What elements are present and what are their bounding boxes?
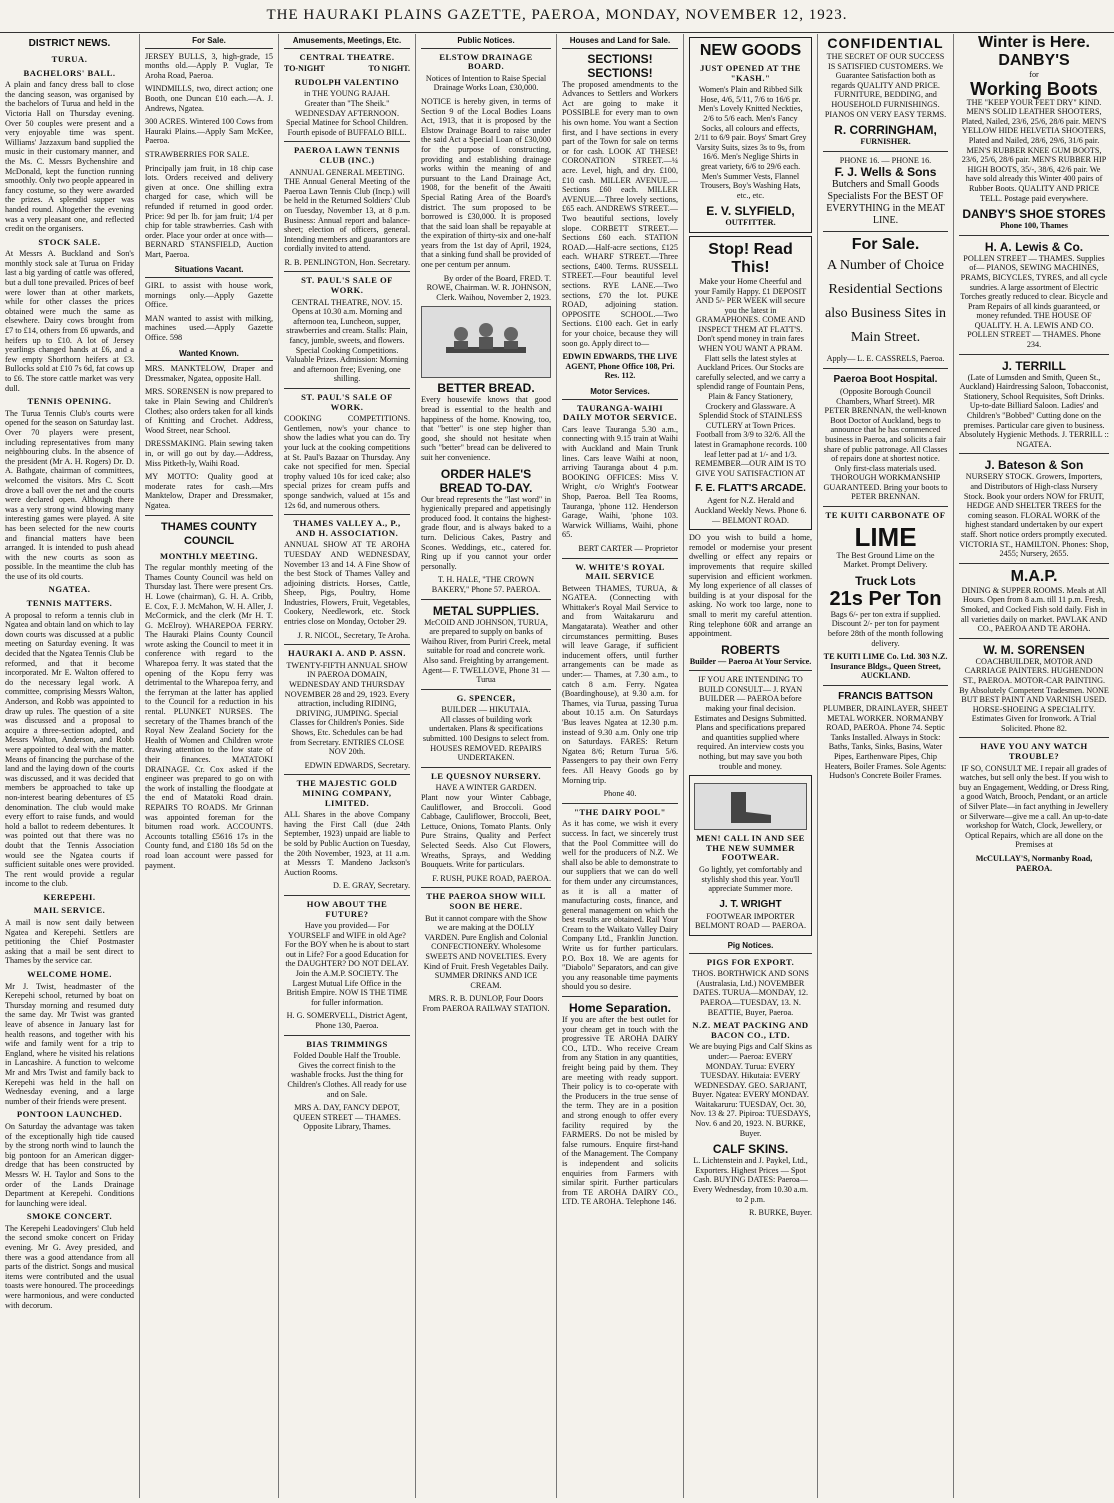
- dairy-text: As it has come, we wish it every success. In fact, we sincerely trust that the Pool Committee will do well for the producers of N.Z. We shall also be able to demonstrate to our suppliers that we can do well for them under any circumstances, as it is all a matter of manufacturing costs, finance, and general management on which the best results are obtained. Rail Your Cream to the Waikato Valley Dairy Company Ltd., Franklin Junction. Write us for further particulars. P.O. Box 18. We are agents for "Diabolo" Separators, and can give you any reasonable time payments should you so desire.: [562, 819, 678, 992]
- pigs-title: PIGS FOR EXPORT.: [706, 956, 795, 967]
- mail-text: Between THAMES, TURUA, & NGATEA. (Connecting with Whittaker's Royal Mail Service to and from Waitakaruru and Mangatarata). Weather and other circumstances permitting. Buses will leave Garage, if sufficient inducement offers, until further arrangements can be made as under:— Thames, at 7.30 a.m., to catch 8 a.m. Ferry. Ngatea (Boardinghouse), at 9.30 a.m. for Thames, via Turua, passing Turua about 10.15 a.m. On Saturdays 'Bus leaves Ngatea at 12.30 p.m. instead of 9.30 a.m. Only one trip on Saturdays. FARES: Return Ngatea 8/6; Return Turua 5/6. Passengers to pay their own Ferry fees. All Heavy Goods go by Morning trip.: [562, 583, 678, 785]
- article-subheading: PONTOON LAUNCHED.: [16, 1109, 123, 1120]
- metal-text: McCOID AND JOHNSON, TURUA, are prepared to supply on banks of Waihou River, from Puriri Creek, metal suitable for road and concrete work. Also sand. Freighting by arrangement. Agent— F. TWELLOVE, Phone 31 — Turua: [421, 617, 551, 685]
- watch-sign: McCULLAY'S, Normanby Road, PAEROA.: [975, 854, 1093, 873]
- hales-sign: T. H. HALE, "THE CROWN BAKERY," Phone 57. PAEROA.: [431, 575, 541, 594]
- district-heading: TURUA.: [51, 54, 88, 64]
- article-text: A mail is now sent daily between Ngatea and Kerepehi. Settlers are petitioning the Chief Postmaster asking that a mail be sent direct to Thames by the service car.: [5, 918, 134, 966]
- bateson-text: NURSERY STOCK. Growers, Importers, and Distributors of High-class Nursery Stock. Book your orders NOW for FRUIT, HEDGE AND SHELTER TREES for the coming season. FLORAL WORK of the highest standard undertaken by our expert staff. Short notice orders promptly executed. VICTORIA ST., HAMILTON. Phones: Shop, 2455; Nursery, 2655.: [959, 472, 1109, 559]
- column-district-news: [0, 34, 140, 1498]
- council-title: THAMES COUNTY COUNCIL: [161, 520, 257, 547]
- district-news-title: DISTRICT NEWS.: [28, 38, 111, 49]
- hauraki-show-text: TWENTY-FIFTH ANNUAL SHOW IN PAEROA DOMAIN, WEDNESDAY AND THURSDAY NOVEMBER 28 and 29, 1923. Every attraction, including RIDING, DRIVING, JUMPING. Special Classes for Children's Ponies. Side Shows, Etc. Schedules can be had from Secretary. ENTRIES CLOSE NOV 20th.: [284, 660, 410, 757]
- home-separation-text: If you are after the best outlet for your cheam get in touch with the progressive TE AROHA DAIRY CO., LTD.. Who receive Cream from any Station in any quantities, freight being paid by them. They are meeting with ready support. Their policy is to co-operate with the Producers in the true sense of the term. They are in a position and strong enough to offer every facility required by the FARMERS. Do not be misled by false rumours. Enquire first-hand of the Management. The Company is independent and solicits enquiries from Farmers with similar spirit. Further particulars from TE AROHA DAIRY CO., LTD. TE AROHA. Telephone 146.: [562, 1015, 678, 1207]
- confidential-text: THE SECRET OF OUR SUCCESS IS SATISFIED CUSTOMERS. We Guarantee Satisfaction both as regards QUALITY AND PRICE. FURNITURE, BEDDING, and HOUSEHOLD FURNISHINGS. PIANOS ON VERY EASY TERMS.: [824, 52, 947, 119]
- council-text: The regular monthly meeting of the Thames County Council was held on Thursday last. There were present Crs. H. Lowe (chairman), G. H. A. Cribb, E. Cox, F. J. McMahon, W. H. Aller, J. McCormick, and the clerk (Mr H. T. G. McElroy). WHAREPOA FERRY. The Hauraki Plains County Council wrote asking the Council to meet it in conference with regard to the Wharepoa ferry. It was stated that the opening of the Kopu ferry was detrimental to the Wharepoa ferry, and the ferryman at the latter has applied to the Council for a reduction in his rental. PLUNKET NURSES. The secretary of the Thames branch of the Royal New Zealand Society for the Health of Women and Children wrote drawing attention to the low state of their finances. MATATOKI DRAINAGE. Cr. Cox asked if the engineer was prepared to go on with the work of installing the floodgate at the end of Matatoki Road drain. REPAIRS TO ROADS. Mr Grinnan was appointed foreman for the bitumen road work. ACCOUNTS. Accounts totalling £5616 17s in the County fund, and £180 18s 5d on the road loan account were passed for payment.: [145, 563, 273, 870]
- buffalo-bill: Fourth episode of BUFFALO BILL.: [287, 127, 407, 137]
- slyfield-role: OUTFITTER.: [725, 218, 776, 228]
- bias-sign: MRS A. DAY, FANCY DEPOT, QUEEN STREET — THAMES. Opposite Library, Thames.: [293, 1103, 401, 1132]
- pig-header: Pig Notices.: [689, 939, 812, 954]
- confidential-title: CONFIDENTIAL: [827, 35, 944, 51]
- ryan-text: IF YOU ARE INTENDING TO BUILD CONSULT— J. RYAN BUILDER — PAEROA before making your final decision. Estimates and Designs Submitted. Plans and specifications prepared and quantities supplied where required. An interview costs you nothing, but may save you both trouble and money.: [694, 675, 807, 771]
- home-separation-title: Home Separation.: [568, 1001, 672, 1016]
- new-goods-subtitle: JUST OPENED AT THE "KASH.": [700, 63, 801, 83]
- pigs-text: THOS. BORTHWICK AND SONS (Australasia, Ltd.) NOVEMBER DATES. TURUA—MONDAY, 12. PAEROA—TUESDAY, 13. N. BEATTIE, Buyer, Paeroa.: [692, 969, 809, 1017]
- elstow-title: ELSTOW DRAINAGE BOARD.: [439, 51, 533, 72]
- build-text: DO you wish to build a home, remodel or modernise your present dwelling or effect any repairs or improvements that require skilled supervision and efficient workmen. My long experience of all classes of building is at your disposal for the asking. No work too large, none to small to merit my careful attention. Ring telephone 60R and arrange an appointment.: [689, 533, 812, 639]
- article-subheading: MAIL SERVICE.: [33, 905, 106, 916]
- phone-line: PHONE 16. — PHONE 16.: [839, 155, 932, 165]
- mail-sign: Phone 40.: [603, 789, 637, 799]
- paeroa-show-sign: MRS. R. B. DUNLOP, Four Doors From PAEROA RAILWAY STATION.: [422, 994, 550, 1013]
- bread-title: BETTER BREAD.: [437, 381, 535, 396]
- article-text: On Saturday the advantage was taken of the exceptionally high tide caused by the strong north wind to launch the big pontoon for an American digger-dredge that has been constructed by Messrs W. H. Taylor and Sons to the order of the Lands Drainage Department at Kerepehi. Conditions for launching were ideal.: [5, 1121, 134, 1208]
- column-ads-far-right: [954, 34, 1114, 1498]
- st-pauls-title: ST. PAUL'S SALE OF WORK.: [301, 275, 393, 296]
- hauraki-show-sign: EDWIN EDWARDS, Secretary.: [304, 760, 410, 770]
- new-goods-text: Women's Plain and Ribbed Silk Hose, 4/6, 5/11, 7/6 to 16/6 pr. Men's Lovely Knitted Neckties, 2/6 to 5/6 each. Men's Fancy Socks, all colours and effects, 2/11 to 6/9 pair. Boys' Smart Grey Varsity Suits, sizes 3s to 9s, from 16/6. Men's Neglige Shirts in great variety, 6/6 to 29/6 each. Men's Summer Vests, Flannel Trousers, Boy's Washing Hats, etc., etc.: [694, 85, 807, 200]
- article-subheading: BACHELORS' BALL.: [23, 67, 116, 78]
- classified-ad: DRESSMAKING. Plain sewing taken in, or will go out by day.—Address, Miss Pitketh-ly, Waihi Road.: [145, 439, 273, 468]
- article-subheading: SMOKE CONCERT.: [26, 1211, 113, 1222]
- elstow-subtitle: Notices of Intention to Raise Special Drainage Works Loan, £30,000.: [425, 73, 547, 93]
- nursery-text: Plant now your Winter Cabbage, Cauliflower, and Broccoli. Good Cabbage, Cauliflower, Broccoli, Beet, Lettuce, Onions, Tomato Plants. Only Pure Strains, Quality and Perfect Selected Seeds. Also Cut Flowers, Wreaths, Sprays, and Wedding Bouquets. Write for particulars.: [421, 793, 551, 870]
- lime-sign: TE KUITI LIME Co. Ltd. 303 N.Z. Insurance Bldgs., Queen Street, AUCKLAND.: [823, 652, 948, 681]
- situations-ads: [145, 281, 273, 343]
- corringham-role: FURNISHER.: [860, 137, 911, 147]
- film-subtitle: Greater than "The Sheik.": [304, 98, 390, 108]
- article-text: The Kerepehi Leadovingers' Club held the second smoke concert on Friday evening. Mr G. Avey presided, and there was a good attendance from all parts of the district. Songs and musical items were contributed and the usual toasts were honoured. The proceedings were harmonious, and were conducted with decorum.: [5, 1223, 134, 1310]
- boot-hospital-title: Paeroa Boot Hospital.: [833, 373, 938, 385]
- paeroa-show-text: But it cannot compare with the Show we are making at the DOLLY VARDEN. Pure English and Colonial CONFECTIONERY. Wholesome SWEETS AND NOVELTIES. Every Kind of Fruit. Fresh Vegetables Daily. SUMMER DRINKS AND ICE CREAM.: [423, 913, 549, 990]
- houses-header: Houses and Land for Sale.: [562, 34, 678, 49]
- footwear-ad: [689, 775, 812, 936]
- wednesday: WEDNESDAY AFTERNOON.: [294, 108, 399, 118]
- danby-phone: Phone 100, Thames: [1000, 221, 1068, 231]
- majestic-title: THE MAJESTIC GOLD MINING COMPANY, LIMITED.: [296, 778, 398, 808]
- lime-text2: Bags 6/- per ton extra if supplied. Discount 2/- per ton for payment before 28th of the month following delivery.: [827, 609, 944, 648]
- column-ads-middle: [684, 34, 818, 1498]
- roberts-role: Builder — Paeroa At Your Service.: [689, 656, 812, 666]
- wells-title: F. J. Wells & Sons: [834, 165, 937, 180]
- thames-show-text: ANNUAL SHOW AT TE AROHA TUESDAY AND WEDNESDAY, November 13 and 14. A Fine Show of the best Stock of Thames Valley and adjoining districts. Horses, Cattle, Sheep, Pigs, Poultry, Home Industries, Flowers, Fruit, Vegetables, Cookery, Needlework, etc. Stock entries close on Monday, October 29.: [284, 540, 410, 627]
- article-subheading: WELCOME HOME.: [27, 969, 112, 980]
- lime-title: TE KUITI CARBONATE OF: [825, 510, 946, 521]
- nursery-title: LE QUESNOY NURSERY.: [430, 770, 542, 781]
- battson-title: FRANCIS BATTSON: [838, 691, 933, 702]
- stop-read-ad: [689, 236, 812, 530]
- for-sale-sign: Apply— L. E. CASSRELS, Paeroa.: [826, 354, 945, 364]
- dairy-title: "THE DAIRY POOL": [574, 806, 666, 817]
- elstow-sign: By order of the Board, FRED. T. ROWE, Chairman. W. R. JOHNSON, Clerk. Waihou, November 2, 1923.: [426, 273, 551, 302]
- theatre-title: CENTRAL THEATRE.: [299, 51, 395, 62]
- watch-title: HAVE YOU ANY WATCH TROUBLE?: [980, 741, 1088, 762]
- article-text: A plain and fancy dress ball to close the dancing season, was organised by the bachelors of Turua and held in the Victoria Hall on Thursday evening. Over 50 couples were present and a very enjoyable time was spent. Williams' Jazzaxum band supplied the music in their customary manner, and the Ms. C. Messrs Bychenshire and McDonald, kept the function running smoothly. Only two people appeared in fancy costume, so they were awarded the prizes. A splendid supper was handed round. Altogether the evening was a very pleasant one, and reflected credit on the organisers.: [5, 80, 134, 234]
- classified-ad: STRAWBERRIES FOR SALE.: [145, 149, 250, 159]
- sorensen-text: COACHBUILDER, MOTOR AND CARRIAGE PAINTERS. HUGHENDON ST., PAEROA. MOTOR-CAR PAINTING. By Absolutely Competent Tradesmen. NONE BUT BEST PAINT AND VARNISH USED. HORSE-SHOEING A SPECIALITY. Estimates Given for Ironwork. A Trial Solicited. Phone 82.: [959, 656, 1109, 733]
- map-title: M.A.P.: [1010, 567, 1058, 585]
- article-text: Mr J. Twist, headmaster of the Kerepehi school, returned by boat on Thursday morning and resumed duty the same day. Mr Twist was granted leave of absence in January last for health reasons, and together with his wife and family went for a trip to England, where he visited his relations in Lancashire. A function to welcome Mr and Mrs Twist and family back to Kerepehi was held in the hall on Wednesday evening, and a large number of their friends were present.: [5, 981, 134, 1106]
- article-subheading: TENNIS OPENING.: [27, 396, 112, 407]
- for-sale-text: A Number of Choice Residential Sections also Business Sites in Main Street.: [825, 258, 946, 346]
- future-sign: H. G. SOMERVELL, District Agent, Phone 130, Paeroa.: [286, 1011, 408, 1031]
- hales-text: Our bread represents the "last word" in hygienically prepared and appetisingly produced food. It contains the highest-grade flour, and is always baked to a turn. Delicious Cakes, Pastry and Scones. Weddings, etc., catered for. Ring up if you cannot your order personally.: [421, 494, 551, 571]
- lewis-text: POLLEN STREET — THAMES. Supplies of— PIANOS, SEWING MACHINES, PRAMS, BICYCLES, TYRES, and all cycle sundries. A large assortment of Electric Torches greatly reduced to clear. Bicycle and Pram Repairs of all kinds guaranteed, or money refunded. THE HOUSE OF QUALITY. H. A. LEWIS AND CO. POLLEN STREET — THAMES. Phone 234.: [960, 253, 1108, 350]
- column-amusements: [279, 34, 416, 1498]
- boot-icon: [721, 787, 781, 827]
- roberts-name: ROBERTS: [721, 642, 780, 657]
- footwear-title: MEN! CALL IN AND SEE THE NEW SUMMER FOOTWEAR.: [696, 833, 805, 863]
- classified-ad: GIRL to assist with house work, mornings only.—Apply Gazette Office.: [145, 281, 273, 310]
- tennis-club-text: THE Annual General Meeting of the Paeroa Lawn Tennis Club (Incp.) will be held in the Returned Soldiers' Club on Tuesday, November 13, at 8 p.m. Business: Annual report and balance-sheet; election of officers, general. Intending members and guarantors are cordially invited to attend.: [284, 177, 410, 254]
- classified-ad: JERSEY BULLS, 3, high-grade, 15 months old.—Apply P. Vuglar, Te Aroha Road, Paeroa.: [145, 51, 273, 80]
- majestic-sign: D. E. GRAY, Secretary.: [332, 881, 410, 891]
- waihi-title: TAURANGA-WAIHI DAILY MOTOR SERVICE.: [562, 402, 678, 423]
- hauraki-show-title: HAURAKI A. AND P. ASSN.: [288, 648, 406, 659]
- bateson-title: J. Bateson & Son: [984, 458, 1084, 473]
- spencer-title: G. SPENCER,: [456, 692, 516, 703]
- wanted-header: Wanted Known.: [145, 347, 273, 362]
- winter-title: Winter is Here.: [978, 34, 1090, 51]
- public-notices-header: Public Notices.: [421, 34, 551, 49]
- stop-read-text: Make your Home Cheerful and your Family Happy. £1 DEPOSIT AND 5/- PER WEEK will secure you the latest in GRAMAPHONES. COME AND INSPECT THEM AT FLATT'S. Don't spend money in train fares WHEN YOU WANT A PRAM. Flatt sells the latest styles at Auckland Prices. Our Stocks are carefully selected, and we carry a splendid range of Fountain Pens, Plain & Fancy Stationery, Crockery and Glassware. A Splendid Stock of STAINLESS CUTLERY at Town Prices. Football from 3/9 to 32/6. All the latest in Gramaphone records. 100 leaf letter pad at 1/- and 1/3. REMEMBER—OUR AIM IS TO GIVE YOU SATISFACTION AT: [694, 276, 807, 478]
- terrill-text: (Late of Lumsden and Smith, Queen St., Auckland) Hairdressing Saloon, Tobacconist, Stationery, School Requisites, Soft Drinks. Up-to-date Billiard Saloon. Ladies' and Children's "Bobbed" Cutting done on the premises. Particular care given to business. Absolutely Hygienic Methods. J. TERRILL :: NGATEA.: [959, 372, 1109, 449]
- for-sale-title: For Sale.: [851, 236, 920, 254]
- for-sale-ads: [145, 52, 273, 260]
- lime-text: The Best Ground Lime on the Market. Prompt Delivery.: [836, 550, 935, 570]
- majestic-text: ALL Shares in the above Company having the First Call (due 24th September, 1923) unpaid are liable to be sold by Public Auction on Tuesday, the 20th November, 1923, at 11 a.m. at Messrs T. Mandeno Jackson's Auction Rooms.: [284, 810, 410, 877]
- classified-ad: WINDMILLS, two, direct action; one Booth, one Duncan £10 each.—A. J. Andrews, Ngatea.: [145, 84, 273, 113]
- classified-ad: MAN wanted to assist with milking, machines used.—Apply Gazette Office. 598: [145, 313, 273, 343]
- wanted-ads: [145, 364, 273, 510]
- nursery-subtitle: HAVE A WINTER GARDEN.: [435, 783, 537, 793]
- article-subheading: STOCK SALE.: [38, 236, 101, 247]
- article-subheading: TENNIS MATTERS.: [26, 598, 113, 609]
- thames-show-title: THAMES VALLEY A., P., AND H. ASSOCIATION.: [293, 518, 401, 538]
- paeroa-show-title: THE PAEROA SHOW WILL SOON BE HERE.: [426, 891, 546, 911]
- for-sale-header: For Sale.: [145, 34, 273, 49]
- corringham-name: R. CORRINGHAM,: [834, 123, 937, 138]
- situations-header: Situations Vacant.: [145, 263, 273, 278]
- column-houses-land: [557, 34, 684, 1498]
- meat-text: We are buying Pigs and Calf Skins as under:— Paeroa: EVERY MONDAY. Turua: EVERY TUESDAY. Hikutaia: EVERY WEDNESDAY. GEO. SARJANT, Buyer. Ngatea: EVERY MONDAY. Waitakaruru: TUESDAY, Oct. 30, Nov. 13 & 27. Pipiroa: TUESDAYS, Nov. 6 and 20, 1923. N. BURKE, Buyer.: [689, 1042, 812, 1138]
- calf-sign: R. BURKE, Buyer.: [748, 1208, 812, 1218]
- masthead: THE HAURAKI PLAINS GAZETTE, PAEROA, MONDAY, NOVEMBER 12, 1923.: [0, 0, 1114, 33]
- mail-title: W. WHITE'S ROYAL MAIL SERVICE: [575, 561, 665, 582]
- terrill-title: J. TERRILL: [1001, 358, 1066, 373]
- tonight-right: TO NIGHT.: [368, 64, 410, 74]
- tonight-row: [284, 64, 410, 74]
- district-heading: NGATEA.: [48, 584, 91, 595]
- sections-title: SECTIONS! SECTIONS!: [587, 51, 653, 80]
- nursery-sign: F. RUSH, PUKE ROAD, PAEROA.: [432, 873, 551, 883]
- sorensen-title: W. M. SORENSEN: [983, 642, 1085, 657]
- new-goods-title: NEW GOODS: [699, 42, 802, 59]
- bias-text: Folded Double Half the Trouble. Gives the correct finish to the washable frocks. Just the thing for Children's Clothes. All ready for use and on Sale.: [287, 1051, 407, 1099]
- flatt-agent: Agent for N.Z. Herald and Auckland Weekly News. Phone 6. — BELMONT ROAD.: [694, 496, 807, 525]
- battson-text: PLUMBER, DRAINLAYER, SHEET METAL WORKER. NORMANBY ROAD, PAEROA. Phone 74. Septic Tanks Installed. Always in Stock: Baths, Tanks, Sinks, Basins, Water Pipes, Earthenware Pipes, Chip Heaters, Boiler Frames. Sole Agents: Hudson's Concrete Boiler Frames.: [823, 704, 948, 781]
- bread-text: Every housewife knows that good bread is essential to the health and happiness of the home. Knowing, too, that "better" is one step higher than good, she should not hesitate when such "better" bread can be delivered to suit her convenience.: [421, 395, 551, 462]
- lewis-title: H. A. Lewis & Co.: [984, 239, 1084, 254]
- footwear-illustration: [694, 783, 807, 830]
- amusements-header: Amusements, Meetings, Etc.: [284, 34, 410, 49]
- danby-for: for: [1029, 70, 1039, 79]
- district-news-sections: [5, 55, 134, 1310]
- danby-shoe-stores: DANBY'S SHOE STORES: [962, 207, 1106, 222]
- spencer-text: All classes of building work undertaken. Plans & specifications submitted. 100 Designs to select from. HOUSES REMOVED. REPAIRS UNDERTAKEN.: [422, 714, 550, 763]
- waihi-text: Cars leave Tauranga 5.30 a.m., connecting with 9.15 train at Waihi with Auckland and Main Trunk lines. Cars leave Waihi at noon, arriving Tauranga about 4 p.m. BOOKING OFFICES: Miss V. Wright, c/o Wright's Footwear Shop, Paeroa. Bell Tea Rooms, Tauranga, 'phone 112. Henderson Garage, Waihi, 'phone 103. Warwick Williams, Waihi, phone 65.: [562, 424, 678, 540]
- bias-title: BIAS TRIMMINGS: [306, 1038, 388, 1049]
- article-text: At Messrs A. Buckland and Son's monthly stock sale at Turua on Friday last a big yarding of cattle was offered, but a dull tone prevailed. Prices of beef were lower than at other markets, while for other classes the prices obtained were much the same as elsewhere. Dairy cows brought from £7 to £14, others from £6 upwards, and heifers up to £10. A lot of Jersey yearlings changed hands at £6, and a few empty Shorthorn heifers at £3. Bullocks sold at £10 7s 6d, fat cows up to £6. The store cattle market was very dull.: [5, 249, 134, 393]
- lime-big: LIME: [854, 521, 917, 552]
- thames-show-sign: J. R. NICOL, Secretary, Te Aroha.: [297, 630, 410, 640]
- wright-role: FOOTWEAR IMPORTER BELMONT ROAD — PAEROA.: [695, 911, 806, 931]
- elstow-text: NOTICE is hereby given, in terms of Section 9 of the Local Bodies Loans Act, 1913, that it is proposed by the Elstow Drainage Board to raise under the said Act a Special Loan of £30,000 for the purpose of constructing, providing and establishing drainage works within the meaning of and pursuant to the Land Drainage Act, 1908, for the benefit of the Awaiti Special Rating Area of the Board's district. The sum proposed to be borrowed is £30,000. It is proposed that the said loan shall be repayable at the expiration of thirty-six and one-half years from the 1st day of April, 1924, that a sinking fund shall be provided of one per centum per annum.: [421, 96, 551, 270]
- footwear-text: Go lightly, yet comfortably and stylishly shod this year. You'll appreciate Summer more.: [699, 865, 802, 894]
- sections-sign: EDWIN EDWARDS, THE LIVE AGENT, Phone Office 108, Pri. Res. 112.: [562, 352, 678, 381]
- working-boots: Working Boots: [970, 78, 1098, 99]
- lime-price: 21s Per Ton: [829, 587, 942, 610]
- danby-title: DANBY'S: [998, 52, 1070, 69]
- metal-title: METAL SUPPLIES.: [432, 603, 540, 618]
- matinee: Special Matinee for School Children.: [285, 118, 409, 128]
- hales-title: ORDER HALE'S BREAD TO-DAY.: [439, 466, 533, 495]
- boot-hospital-text: (Opposite Borough Council Chambers, Wharf Street). MR PETER BRENNAN, the well-known Boot Doctor of Auckland, begs to announce that he has commenced business in Paeroa, and solicits a fair share of public patronage. All Classes of repairs done at shortest notice. Only first-class materials used. THOROUGH WORKMANSHIP GUARANTEED. Bring your boots to PETER BRENNAN.: [823, 386, 948, 502]
- wells-text: Butchers and Small Goods Specialists For the BEST OF EVERYTHING in the MEAT LINE.: [826, 179, 945, 227]
- bakery-illustration: [421, 306, 551, 378]
- tennis-club-title: PAEROA LAWN TENNIS CLUB (INC.): [293, 145, 401, 165]
- tonight-left: TO-NIGHT: [284, 64, 325, 74]
- truck-lots: Truck Lots: [855, 573, 916, 588]
- watch-text: IF SO, CONSULT ME. I repair all grades of watches, but sell only the best. If you wish to buy an Engagement, Wedding, or Dress Ring, a good Watch, Brooch, Pendant, or an article of Silver Plate—in fact anything in Jewellery or Silverware—give me a call. An up-to-date workshop for Watch, Clock, Jewellery, or Optical Repairs, which are all done on the Premises at: [959, 763, 1109, 850]
- sections-text: The proposed amendments to the Advances to Settlers and Workers Act are going to make it POSSIBLE for every man to own his own home. You want a Section first, and I have sections in every part of the Town for sale on terms or for cash. LOOK AT THESE! CORONATION STREET.—¼ acre. Level, high, and dry. £100, £10 cash. MILLER AVENUE.—Sections £60 each. MILLER AVENUE.—Three lovely sections, £65 each. ANDREWS STREET.—Two beautiful sections, lovely slope. CORBETT STREET.—Sections £60 each. STATION ROAD.—Half-acre sections, £125 each. WHARF STREET.—Three sections, £400. Terms. RUSSELL STREET.—Four beautiful level sections. RYE LANE.—Two sections, £70 the lot. PUKE ROAD, adjoining station. OPPOSITE SCHOOL.—Two Sections. £100 each. Get in early for your choice, because they will soon go. Apply direct to—: [562, 79, 678, 348]
- column-public-notices: [416, 34, 557, 1498]
- classified-ad: MRS. SORENSEN is now prepared to take in Plain Sewing and Children's Clothes; also orders taken for all kinds of Knitting and Crochet. Address, Wood Street, near School.: [145, 387, 273, 435]
- film-title: in THE YOUNG RAJAH.: [304, 89, 390, 99]
- column-ads-right: [818, 34, 954, 1498]
- family-table-icon: [426, 312, 546, 372]
- classified-ad: Principally jam fruit, in 18 chip case lots. Orders received and delivery given at once. One shilling extra charged for case, which will be refunded if returned in good order. Price: 9d per lb. for jam fruit; 1/4 per chip for table strawberries. Cash with order. Place your order at once with— BERNARD STANSFIELD, Auction Mart, Paeroa.: [145, 163, 273, 259]
- classified-ad: 300 ACRES. Wintered 100 Cows from Hauraki Plains.—Apply Sam McKee, Paeroa.: [145, 117, 273, 146]
- flatt-arcade: F. E. FLATT'S ARCADE.: [695, 483, 806, 495]
- meat-title: N.Z. MEAT PACKING AND BACON CO., LTD.: [692, 1020, 809, 1040]
- spencer-subtitle: BUILDER — HIKUTAIA.: [441, 705, 531, 715]
- tennis-club-sign: R. B. PENLINGTON, Hon. Secretary.: [284, 257, 410, 267]
- future-text: Have you provided— For YOURSELF and WIFE in old Age? For the BOY when he is about to start out in Life? For a good Education for the DAUGHTER? DO NOT DELAY. Join the A.M.P. SOCIETY. The Largest Mutual Life Office in the British Empire. NOW IS THE TIME for fuller information.: [284, 921, 410, 1007]
- article-text: A proposal to reform a tennis club in Ngatea and obtain land on which to lay down courts was discussed at a public meeting on Saturday evening. It was decided that the Ngatea Tennis Club be reformed, and that it become incorporated. Mr E. Walton offered to do the necessary legal work. A committee, comprising Messrs Walton, Anderson, and Robb was appointed to draw up rules. The question of a site was discussed and a proposal to acquire a three-section adopted, and Messrs Walton, Anderson, and Robb were appointed to deal with the matter. Means of financing the purchase of the land and the laying down of the courts was discussed, and it was decided that members be approached to take up non-interest bearing debentures of £5 denomination. The club would make every effort to raise funds, and would hold a ballot to redeem debentures. It was pointed out that there was no doubt that the Tennis Association would see the Ngatea courts if sufficient suitable ones were provided. The rent would provide a regular income to the club.: [5, 610, 134, 889]
- article-text: The Turua Tennis Club's courts were opened for the season on Saturday last. Over 70 players were present, including representatives from many neighbouring clubs. In the absence of the president (Mr A. H. Rogers) Dr. D. A. Bathgate, chairman of committees, welcomed the visitors. Mrs C. Scott drove a ball over the net and the courts were declared open. Although there was a very strong wind blowing many interesting games were played. A site has been selected for the new courts and financial matters have been arranged. It is intended to push ahead with the new courts as soon as possible. In the meantime the club has the use of its old courts.: [5, 408, 134, 581]
- classified-ad: MY MOTTO: Quality good at moderate rates for cash.—Mrs Manktelow, Draper and Dressmaker, Ngatea.: [145, 472, 273, 510]
- classified-ad: MRS. MANKTELOW, Draper and Dressmaker, Ngatea, opposite Hall.: [145, 364, 273, 383]
- calf-title: CALF SKINS.: [712, 1142, 789, 1157]
- st-pauls-text: CENTRAL THEATRE, NOV. 15. Opens at 10.30 a.m. Morning and afternoon tea, Luncheon, supper, strawberries and cream. Stalls: Plain, fancy, jumble, sweets, and flowers. Special Cooking Competitions. Valuable Prizes. Admission: Morning and afternoon free; Evening, one shilling.: [285, 297, 409, 384]
- st-pauls2-text: COOKING COMPETITIONS. Gentlemen, now's your chance to show the ladies what you can do. Try your luck at the cooking competitions at St. Paul's Bazaar on Thursday. Any cake not specified for men. Special trophy valued 10s for iced cake; also special prizes for cream puffs and sponge sandwich, valued at 15s and 12s 6d, and numerous others.: [284, 414, 410, 510]
- wright-name: J. T. WRIGHT: [719, 898, 782, 910]
- film-star: RUDOLPH VALENTINO: [294, 76, 400, 87]
- new-goods-ad: [689, 37, 812, 233]
- column-for-sale: [140, 34, 279, 1498]
- waihi-sign: BERT CARTER — Proprietor: [578, 543, 678, 553]
- calf-text: L. Lichtenstein and J. Paykel, Ltd., Exporters. Highest Prices — Spot Cash. BUYING DATES: Paeroa—Every Wednesday, from 10.30 a.m. to 2 p.m.: [692, 1156, 809, 1204]
- council-subtitle: MONTHLY MEETING.: [159, 550, 259, 561]
- future-title: HOW ABOUT THE FUTURE?: [306, 898, 388, 919]
- map-text: DINING & SUPPER ROOMS. Meals at All Hours. Open from 8 a.m. till 11 p.m. Fresh, Smoked, and Cocked Fish sold daily. Fish in all varieties daily on market. PAVLAK AND CO., PAEROA AND TE AROHA.: [960, 585, 1108, 634]
- stop-read-title: Stop! Read This!: [708, 240, 793, 276]
- motor-header: Motor Services.: [562, 385, 678, 400]
- st-pauls2-title: ST. PAUL'S SALE OF WORK.: [301, 392, 393, 412]
- winter-text: THE "KEEP YOUR FEET DRY" KIND. MEN'S SOLID LEATHER SHOOTERS, Plated, Nailed, 23/6, 25/6, 28/6 pair. MEN'S YELLOW HIDE HELVETIA SHOOTERS, Plated and Nailed, 28/6, 29/6, 31/6 pair. MEN'S RUBBER KNEE GUM BOOTS, 23/6, 25/6, 28/6 pair. MEN'S RUBBER HIP HIGH BOOTS, 35/-, 38/6, 42/6 pair. We have sold already this Winter 400 pairs of Rubber Boots. QUALITY AND PRICE TELL. Postage paid everywhere.: [961, 97, 1107, 203]
- district-heading: KEREPEHI.: [43, 891, 96, 902]
- slyfield-name: E. V. SLYFIELD,: [706, 204, 795, 219]
- tennis-club-subtitle: ANNUAL GENERAL MEETING.: [289, 167, 405, 177]
